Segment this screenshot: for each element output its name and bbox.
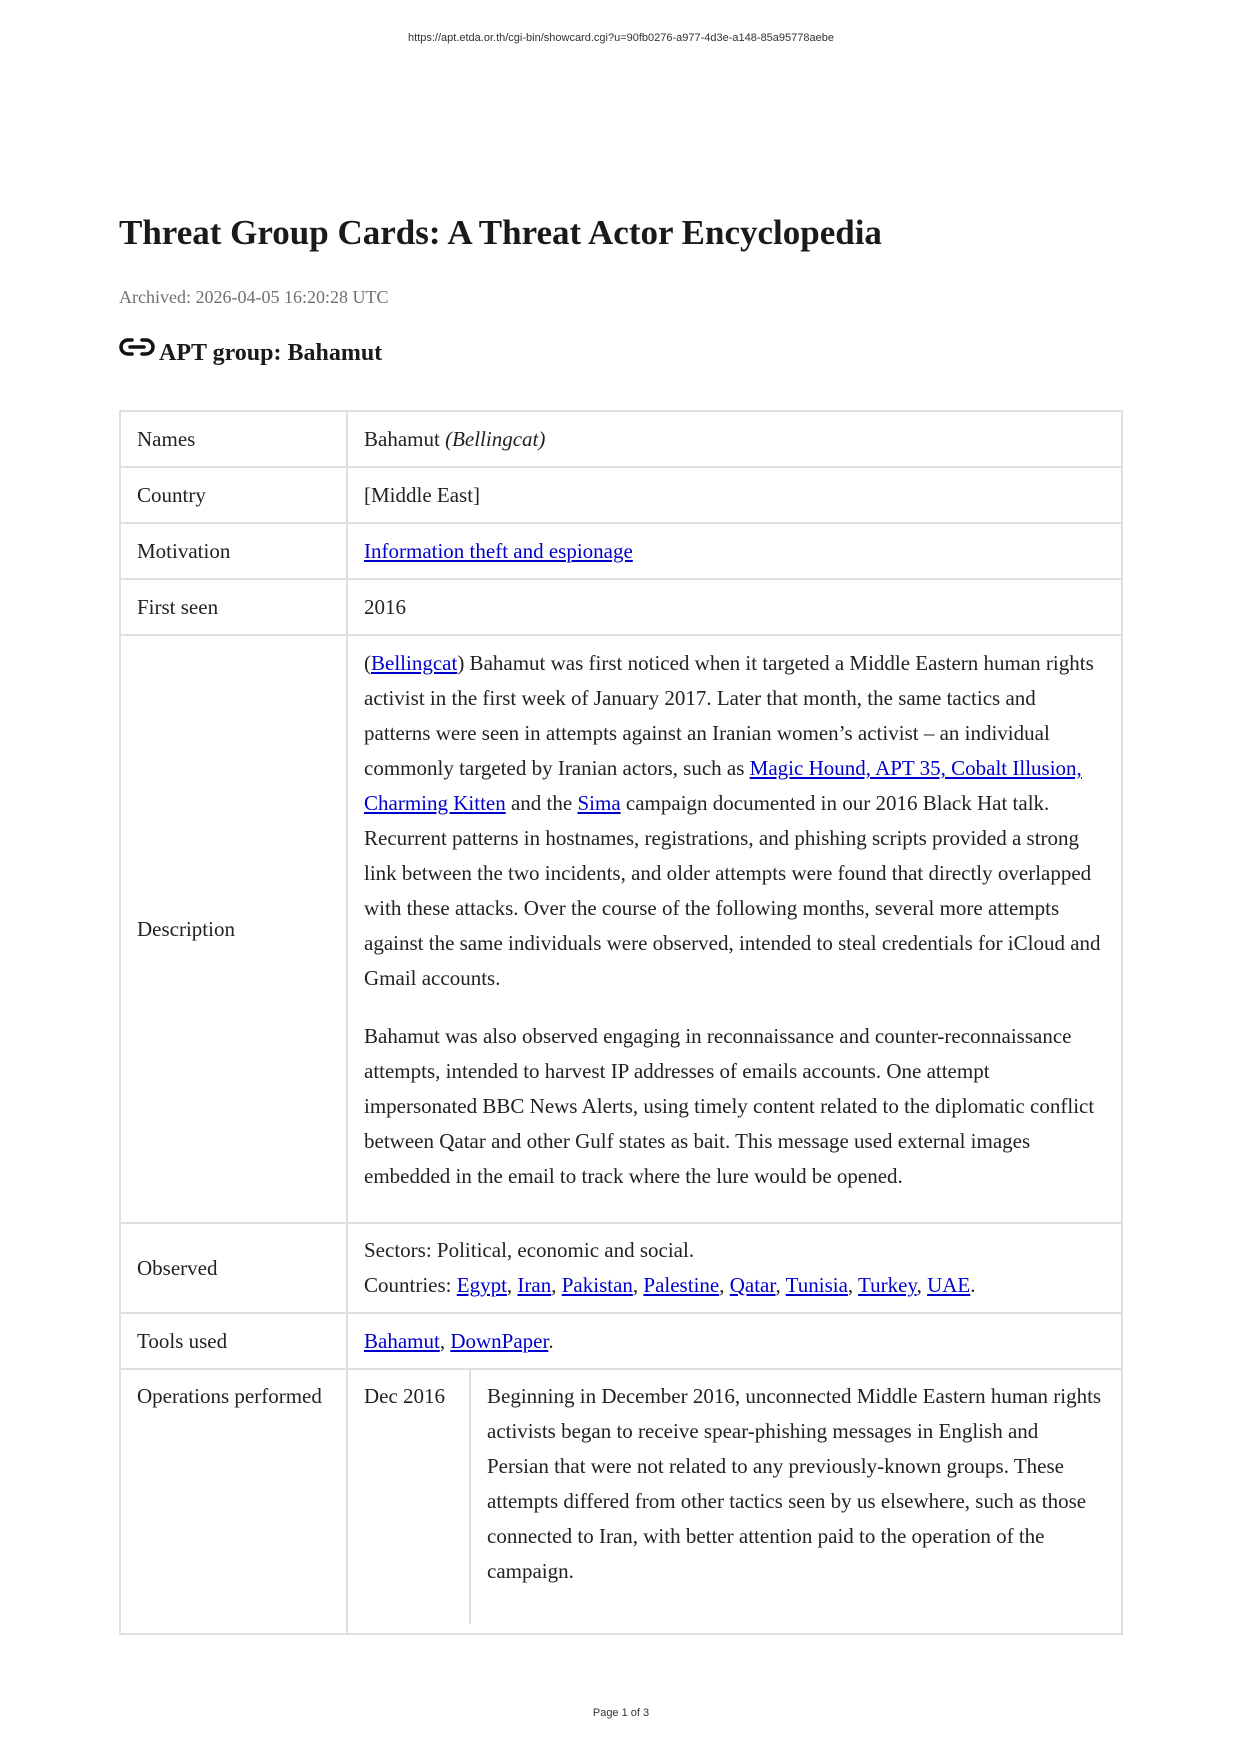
row-names — [120, 411, 1122, 467]
separator: . — [970, 1273, 976, 1297]
first-seen-value: 2016 — [347, 579, 1122, 635]
separator: , — [506, 1273, 518, 1297]
sima-link[interactable]: Sima — [577, 791, 621, 815]
country-link-iran[interactable]: Iran — [517, 1273, 552, 1297]
page-number: Page 1 of 3 — [592, 1707, 650, 1719]
operation-text: Beginning in December 2016, unconnected Middle Eastern human rights activists began to receive spear-phishing messages in English and Persian that were not related to any previously-known groups. These attempts differed from other tactics seen by us elsewhere, such as those connected to Iran, with better attention paid to the operation of the campaign. — [487, 1384, 1102, 1583]
first-seen-label: First seen — [120, 579, 347, 635]
separator: , — [439, 1328, 451, 1353]
text-fragment: ) Bahamut was first noticed when it targeted a Middle Eastern human rights activist in the first week of January 2017. Later that month, the same tactics and patterns were seen in attempts against an Iranian women’s activist – an individual commonly targeted by Iranian actors, such as — [364, 651, 1094, 780]
bellingcat-link[interactable]: Bellingcat — [371, 651, 458, 675]
country-link-pakistan[interactable]: Pakistan — [561, 1273, 633, 1297]
separator: , — [847, 1273, 859, 1297]
magic-hound-link[interactable]: Magic Hound, APT 35, Cobalt Illusion, Charming Kitten — [364, 756, 1082, 815]
motivation-value — [347, 523, 1122, 579]
tools-list — [364, 1329, 554, 1353]
country-link-uae[interactable]: UAE — [927, 1273, 971, 1297]
row-motivation — [120, 523, 1122, 579]
names-label: Names — [120, 411, 347, 467]
motivation-label: Motivation — [120, 523, 347, 579]
text-fragment: and the — [505, 791, 578, 815]
row-observed — [120, 1223, 1122, 1313]
tool-link-bahamut[interactable]: Bahamut — [364, 1328, 440, 1353]
country-label: Country — [120, 467, 347, 523]
separator: . — [548, 1328, 554, 1353]
country-link-qatar[interactable]: Qatar — [729, 1273, 776, 1297]
row-operations — [120, 1369, 1122, 1634]
separator: , — [775, 1273, 786, 1297]
row-tools-used — [120, 1313, 1122, 1369]
page-title: Threat Group Cards: A Threat Actor Encyclopedia — [119, 213, 882, 252]
description-paragraph-1 — [364, 646, 1105, 996]
separator: , — [632, 1273, 644, 1297]
operation-date: Dec 2016 — [348, 1370, 471, 1624]
tool-link-downpaper[interactable]: DownPaper — [450, 1328, 549, 1353]
names-value — [347, 411, 1122, 467]
description-label: Description — [120, 635, 347, 1223]
country-link-palestine[interactable]: Palestine — [643, 1273, 720, 1297]
group-heading — [119, 340, 382, 367]
group-name: Bahamut — [364, 426, 440, 451]
row-country — [120, 467, 1122, 523]
operations-value — [347, 1369, 1122, 1634]
text-fragment: ( — [364, 651, 371, 675]
countries-prefix: Countries: — [364, 1273, 457, 1297]
operation-entry — [348, 1370, 1121, 1624]
separator: , — [551, 1273, 562, 1297]
archived-timestamp: Archived: 2026-04-05 16:20:28 UTC — [119, 287, 389, 307]
operations-label: Operations performed — [120, 1369, 347, 1634]
observed-sectors: Sectors: Political, economic and social. — [364, 1238, 695, 1262]
row-description — [120, 635, 1122, 1223]
threat-card-table — [119, 410, 1123, 1635]
countries-list — [457, 1273, 976, 1297]
tools-used-label: Tools used — [120, 1313, 347, 1369]
row-first-seen — [120, 579, 1122, 635]
tools-used-value — [347, 1313, 1122, 1369]
group-heading-text: APT group: Bahamut — [159, 340, 383, 366]
observed-label: Observed — [120, 1223, 347, 1313]
link-icon[interactable] — [119, 335, 155, 359]
page-bottom-margin — [0, 1640, 1242, 1756]
description-paragraph-2: Bahamut was also observed engaging in reconnaissance and counter-reconnaissance attempts, intended to harvest IP addresses of emails accounts. One attempt impersonated BBC News Alerts, using timely content related to the diplomatic conflict between Qatar and other Gulf states as bait. This message used external images embedded in the email to track where the lure would be opened. — [364, 1024, 1095, 1188]
name-source: (Bellingcat) — [445, 426, 546, 451]
observed-countries — [364, 1268, 1105, 1303]
separator: , — [916, 1273, 928, 1297]
separator: , — [719, 1273, 730, 1297]
observed-value — [347, 1223, 1122, 1313]
motivation-link[interactable]: Information theft and espionage — [364, 538, 633, 563]
country-link-turkey[interactable]: Turkey — [858, 1273, 917, 1297]
page-url: https://apt.etda.or.th/cgi-bin/showcard.cgi?u=90fb0276-a977-4d3e-a148-85a95778aebe — [408, 32, 834, 44]
country-link-tunisia[interactable]: Tunisia — [785, 1273, 848, 1297]
description-value — [347, 635, 1122, 1223]
country-value: [Middle East] — [347, 467, 1122, 523]
text-fragment: campaign documented in our 2016 Black Hat talk. Recurrent patterns in hostnames, registrations, and phishing scripts provided a strong link between the two incidents, and older attempts were found that directly overlapped with these attacks. Over the course of the following months, several more attempts against the same individuals were observed, intended to steal credentials for iCloud and Gmail accounts. — [364, 791, 1101, 990]
country-link-egypt[interactable]: Egypt — [456, 1273, 507, 1297]
